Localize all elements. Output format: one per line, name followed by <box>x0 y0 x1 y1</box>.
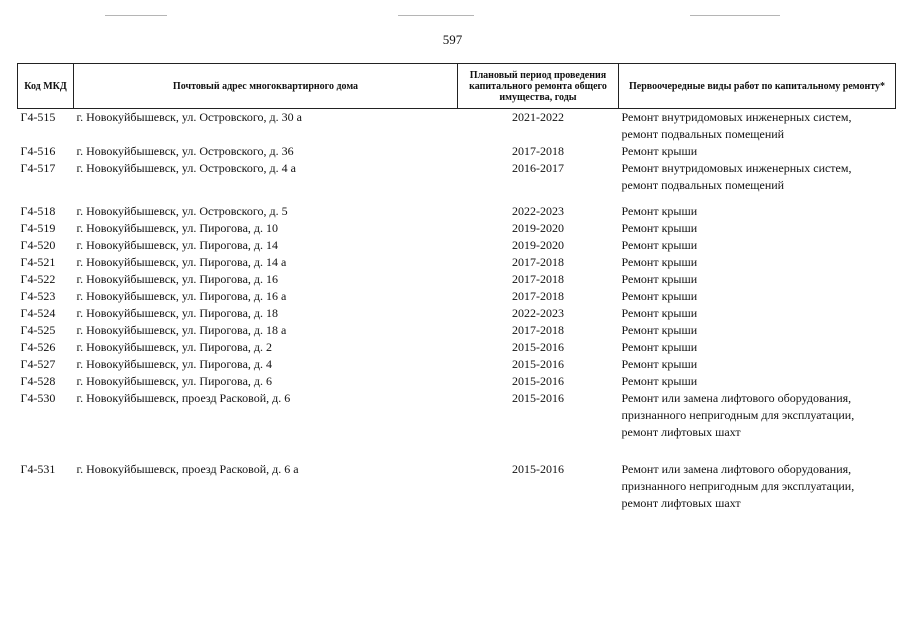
cell-period: 2016-2017 <box>512 161 564 175</box>
cell-code: Г4-519 <box>20 221 56 235</box>
work-line: ремонт подвальных помещений <box>621 178 785 192</box>
cell-code: Г4-526 <box>20 340 56 354</box>
cell-code: Г4-524 <box>20 306 56 320</box>
cell-period: 2015-2016 <box>512 374 564 388</box>
table-row <box>18 220 896 237</box>
table-row <box>18 322 896 339</box>
cell-period: 2017-2018 <box>512 255 564 269</box>
cell-works <box>619 373 896 390</box>
table-row <box>18 288 896 305</box>
cell-code: Г4-516 <box>20 144 56 158</box>
cell-period: 2022-2023 <box>512 204 564 218</box>
work-line: Ремонт крыши <box>621 374 698 388</box>
cell-code: Г4-522 <box>20 272 56 286</box>
scan-artifact-left <box>105 15 167 16</box>
cell-address: г. Новокуйбышевск, ул. Пирогова, д. 14 а <box>76 255 287 269</box>
work-line: Ремонт крыши <box>621 272 698 286</box>
work-line: ремонт лифтовых шахт <box>621 425 741 439</box>
cell-period: 2015-2016 <box>512 340 564 354</box>
cell-works <box>619 288 896 305</box>
work-line: признанного непригодным для эксплуатации, <box>621 479 855 493</box>
cell-code: Г4-523 <box>20 289 56 303</box>
cell-period: 2019-2020 <box>512 221 564 235</box>
work-line: Ремонт крыши <box>621 306 698 320</box>
table-body <box>18 109 896 513</box>
cell-works <box>619 254 896 271</box>
table-row <box>18 143 896 160</box>
cell-period: 2019-2020 <box>512 238 564 252</box>
work-line: ремонт подвальных помещений <box>621 127 785 141</box>
cell-works <box>619 390 896 461</box>
work-line: признанного непригодным для эксплуатации, <box>621 408 855 422</box>
cell-period: 2015-2016 <box>512 462 564 476</box>
cell-address: г. Новокуйбышевск, ул. Островского, д. 36 <box>76 144 294 158</box>
cell-works <box>619 237 896 254</box>
cell-works <box>619 461 896 512</box>
cell-address: г. Новокуйбышевск, ул. Пирогова, д. 2 <box>76 340 272 354</box>
cell-address: г. Новокуйбышевск, ул. Пирогова, д. 18 а <box>76 323 287 337</box>
work-line: Ремонт крыши <box>621 340 698 354</box>
header-period: Плановый период проведения капитального ремонта общего имущества, годы <box>458 64 619 109</box>
cell-code: Г4-528 <box>20 374 56 388</box>
table-row <box>18 356 896 373</box>
table-header-row <box>18 64 896 109</box>
work-line: Ремонт крыши <box>621 357 698 371</box>
cell-address: г. Новокуйбышевск, ул. Островского, д. 5 <box>76 204 288 218</box>
table-row <box>18 461 896 512</box>
cell-period: 2021-2022 <box>512 110 564 124</box>
cell-works <box>619 322 896 339</box>
table-row <box>18 271 896 288</box>
header-address: Почтовый адрес многоквартирного дома <box>74 64 458 109</box>
work-line: Ремонт крыши <box>621 289 698 303</box>
table-row <box>18 390 896 461</box>
table-row <box>18 203 896 220</box>
table-row <box>18 109 896 144</box>
table-row <box>18 160 896 203</box>
cell-code: Г4-515 <box>20 110 56 124</box>
work-line: Ремонт внутридомовых инженерных систем, <box>621 161 852 175</box>
scan-artifact-center <box>398 15 474 16</box>
cell-works <box>619 143 896 160</box>
work-line: ремонт лифтовых шахт <box>621 496 741 510</box>
cell-period: 2017-2018 <box>512 323 564 337</box>
work-line: Ремонт крыши <box>621 323 698 337</box>
cell-works <box>619 203 896 220</box>
cell-code: Г4-517 <box>20 161 56 175</box>
cell-works <box>619 356 896 373</box>
header-works: Первоочередные виды работ по капитальному ремонту* <box>619 64 896 109</box>
cell-address: г. Новокуйбышевск, ул. Пирогова, д. 6 <box>76 374 272 388</box>
cell-period: 2017-2018 <box>512 144 564 158</box>
cell-works <box>619 109 896 144</box>
cell-address: г. Новокуйбышевск, ул. Островского, д. 4 а <box>76 161 296 175</box>
header-code: Код МКД <box>18 64 74 109</box>
cell-code: Г4-531 <box>20 462 56 476</box>
cell-works <box>619 339 896 356</box>
cell-code: Г4-525 <box>20 323 56 337</box>
page-number: 597 <box>442 32 463 47</box>
cell-period: 2015-2016 <box>512 357 564 371</box>
cell-address: г. Новокуйбышевск, ул. Пирогова, д. 18 <box>76 306 278 320</box>
cell-period: 2015-2016 <box>512 391 564 405</box>
work-line: Ремонт крыши <box>621 144 698 158</box>
cell-code: Г4-530 <box>20 391 56 405</box>
table-row <box>18 254 896 271</box>
cell-address: г. Новокуйбышевск, проезд Расковой, д. 6 а <box>76 462 299 476</box>
cell-period: 2017-2018 <box>512 289 564 303</box>
table-row <box>18 237 896 254</box>
cell-address: г. Новокуйбышевск, ул. Пирогова, д. 16 а <box>76 289 287 303</box>
table-row <box>18 305 896 322</box>
work-line: Ремонт крыши <box>621 204 698 218</box>
work-line: Ремонт крыши <box>621 238 698 252</box>
cell-works <box>619 271 896 288</box>
cell-works <box>619 160 896 203</box>
scan-artifact-right <box>690 15 780 16</box>
cell-address: г. Новокуйбышевск, ул. Островского, д. 30 а <box>76 110 302 124</box>
cell-works <box>619 220 896 237</box>
repair-schedule-table <box>17 63 896 512</box>
cell-period: 2017-2018 <box>512 272 564 286</box>
cell-code: Г4-521 <box>20 255 56 269</box>
table-row <box>18 339 896 356</box>
table-row <box>18 373 896 390</box>
cell-works <box>619 305 896 322</box>
cell-address: г. Новокуйбышевск, ул. Пирогова, д. 14 <box>76 238 278 252</box>
cell-address: г. Новокуйбышевск, ул. Пирогова, д. 4 <box>76 357 272 371</box>
work-line: Ремонт внутридомовых инженерных систем, <box>621 110 852 124</box>
cell-period: 2022-2023 <box>512 306 564 320</box>
work-line: Ремонт или замена лифтового оборудования, <box>621 391 852 405</box>
cell-code: Г4-520 <box>20 238 56 252</box>
cell-code: Г4-527 <box>20 357 56 371</box>
cell-code: Г4-518 <box>20 204 56 218</box>
cell-address: г. Новокуйбышевск, проезд Расковой, д. 6 <box>76 391 291 405</box>
work-line: Ремонт крыши <box>621 221 698 235</box>
cell-address: г. Новокуйбышевск, ул. Пирогова, д. 16 <box>76 272 278 286</box>
work-line: Ремонт крыши <box>621 255 698 269</box>
cell-address: г. Новокуйбышевск, ул. Пирогова, д. 10 <box>76 221 278 235</box>
work-line: Ремонт или замена лифтового оборудования, <box>621 462 852 476</box>
